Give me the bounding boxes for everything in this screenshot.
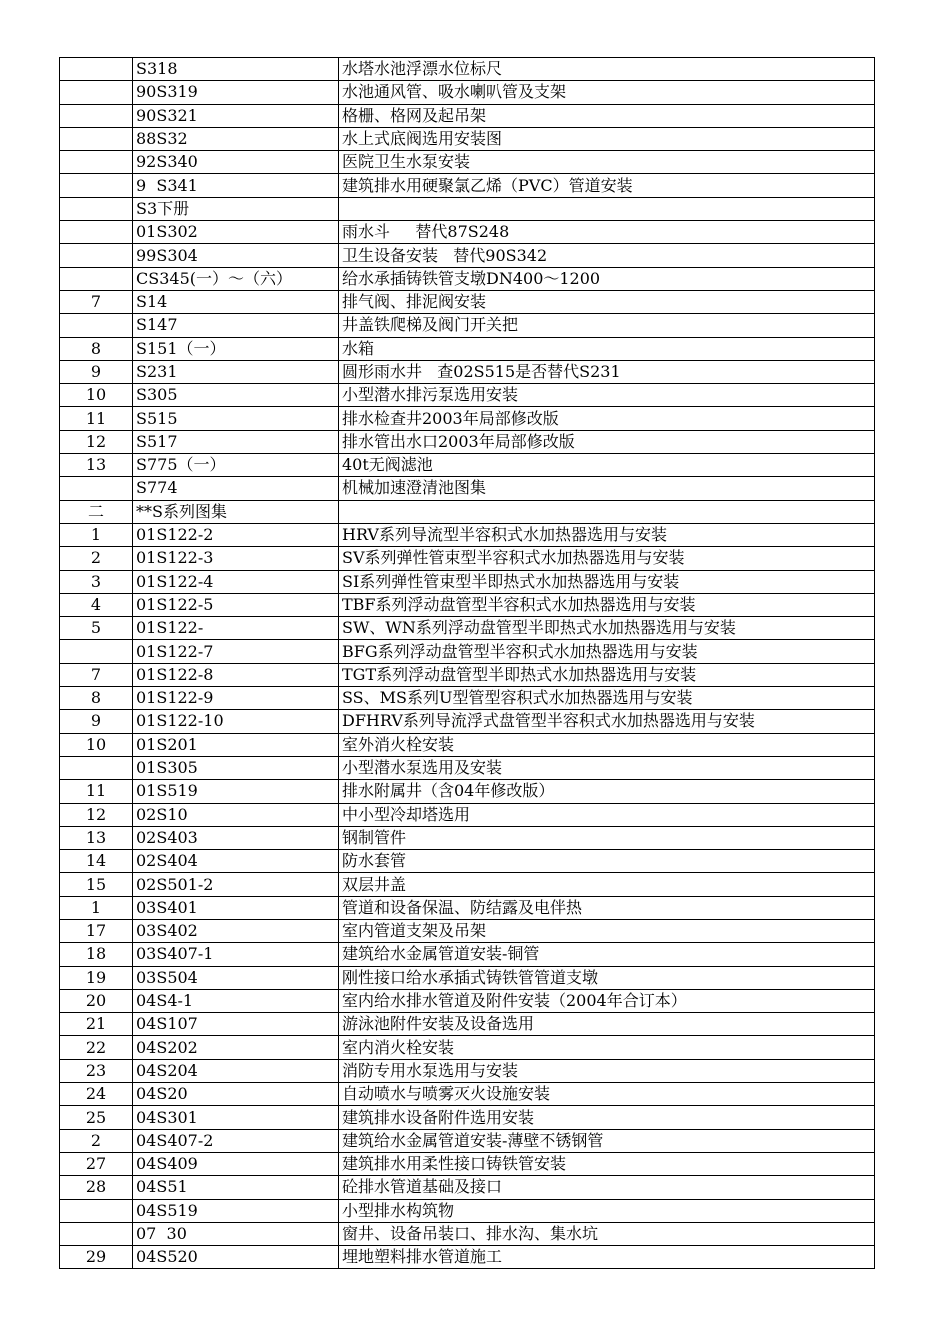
table-row — [60, 454, 875, 477]
table-row — [60, 1176, 875, 1199]
table-row — [60, 593, 875, 616]
atlas-name-cell: 井盖铁爬梯及阀门开关把 — [339, 314, 875, 337]
table-row — [60, 687, 875, 710]
atlas-code-cell: 99S304 — [133, 244, 339, 267]
atlas-name-cell: 室内给水排水管道及附件安装（2004年合订本） — [339, 989, 875, 1012]
atlas-code-cell: 01S122-5 — [133, 593, 339, 616]
atlas-code-cell: 01S122-9 — [133, 687, 339, 710]
atlas-code-cell: S305 — [133, 384, 339, 407]
table-row — [60, 850, 875, 873]
row-number-cell: 17 — [60, 919, 133, 942]
atlas-name-cell: 排水检查井2003年局部修改版 — [339, 407, 875, 430]
atlas-name-cell: 水箱 — [339, 337, 875, 360]
atlas-code-cell: 02S501-2 — [133, 873, 339, 896]
row-number-cell: 15 — [60, 873, 133, 896]
atlas-code-cell: S147 — [133, 314, 339, 337]
row-number-cell — [60, 1222, 133, 1245]
row-number-cell: 3 — [60, 570, 133, 593]
atlas-name-cell: SV系列弹性管束型半容积式水加热器选用与安装 — [339, 547, 875, 570]
atlas-name-cell: 小型潜水排污泵选用安装 — [339, 384, 875, 407]
table-row — [60, 1246, 875, 1269]
atlas-code-cell: 04S301 — [133, 1106, 339, 1129]
table-row — [60, 989, 875, 1012]
row-number-cell: 20 — [60, 989, 133, 1012]
table-row — [60, 104, 875, 127]
row-number-cell — [60, 477, 133, 500]
table-row — [60, 523, 875, 546]
atlas-name-cell: 小型潜水泵选用及安装 — [339, 756, 875, 779]
atlas-name-cell: 游泳池附件安装及设备选用 — [339, 1013, 875, 1036]
table-row — [60, 197, 875, 220]
atlas-code-cell: 04S4-1 — [133, 989, 339, 1012]
row-number-cell — [60, 244, 133, 267]
row-number-cell: 7 — [60, 290, 133, 313]
atlas-name-cell: DFHRV系列导流浮式盘管型半容积式水加热器选用与安装 — [339, 710, 875, 733]
atlas-code-cell: 01S122- — [133, 617, 339, 640]
row-number-cell: 27 — [60, 1152, 133, 1175]
table-row — [60, 803, 875, 826]
atlas-name-cell: 水上式底阀选用安装图 — [339, 127, 875, 150]
row-number-cell: 2 — [60, 547, 133, 570]
table-row — [60, 337, 875, 360]
table-row — [60, 174, 875, 197]
row-number-cell: 11 — [60, 407, 133, 430]
atlas-name-cell: 双层井盖 — [339, 873, 875, 896]
atlas-name-cell: 中小型冷却塔选用 — [339, 803, 875, 826]
atlas-code-cell: 01S302 — [133, 221, 339, 244]
atlas-name-cell: 建筑给水金属管道安装-铜管 — [339, 943, 875, 966]
atlas-name-cell: TBF系列浮动盘管型半容积式水加热器选用与安装 — [339, 593, 875, 616]
row-number-cell: 13 — [60, 826, 133, 849]
atlas-name-cell: 雨水斗 替代87S248 — [339, 221, 875, 244]
atlas-code-cell: 9 S341 — [133, 174, 339, 197]
atlas-name-cell: 自动喷水与喷雾灭火设施安装 — [339, 1083, 875, 1106]
row-number-cell: 14 — [60, 850, 133, 873]
table-row — [60, 896, 875, 919]
table-row — [60, 1129, 875, 1152]
row-number-cell: 23 — [60, 1059, 133, 1082]
table-row — [60, 1152, 875, 1175]
table-row — [60, 710, 875, 733]
row-number-cell — [60, 58, 133, 81]
atlas-name-cell: 卫生设备安装 替代90S342 — [339, 244, 875, 267]
row-number-cell: 24 — [60, 1083, 133, 1106]
table-row — [60, 127, 875, 150]
atlas-code-cell: 02S403 — [133, 826, 339, 849]
atlas-code-cell: 01S122-2 — [133, 523, 339, 546]
atlas-name-cell: 建筑排水用柔性接口铸铁管安装 — [339, 1152, 875, 1175]
row-number-cell — [60, 640, 133, 663]
atlas-code-cell: 04S51 — [133, 1176, 339, 1199]
atlas-name-cell: 水池通风管、吸水喇叭管及支架 — [339, 81, 875, 104]
table-row — [60, 477, 875, 500]
atlas-code-cell: S515 — [133, 407, 339, 430]
atlas-name-cell: 格栅、格网及起吊架 — [339, 104, 875, 127]
atlas-name-cell: 给水承插铸铁管支墩DN400～1200 — [339, 267, 875, 290]
table-row — [60, 1222, 875, 1245]
table-row — [60, 919, 875, 942]
row-number-cell — [60, 174, 133, 197]
table-body — [60, 58, 875, 1269]
row-number-cell: 2 — [60, 1129, 133, 1152]
spreadsheet-page — [59, 57, 874, 1269]
table-row — [60, 733, 875, 756]
row-number-cell: 8 — [60, 337, 133, 360]
atlas-name-cell: 排气阀、排泥阀安装 — [339, 290, 875, 313]
row-number-cell — [60, 81, 133, 104]
atlas-code-cell: CS345(一）～（六） — [133, 267, 339, 290]
atlas-code-cell: 04S202 — [133, 1036, 339, 1059]
atlas-code-cell: S14 — [133, 290, 339, 313]
table-row — [60, 430, 875, 453]
atlas-name-cell: SW、WN系列浮动盘管型半即热式水加热器选用与安装 — [339, 617, 875, 640]
row-number-cell: 12 — [60, 803, 133, 826]
row-number-cell: 5 — [60, 617, 133, 640]
atlas-code-cell: 01S519 — [133, 780, 339, 803]
atlas-name-cell: 刚性接口给水承插式铸铁管管道支墩 — [339, 966, 875, 989]
table-row — [60, 547, 875, 570]
row-number-cell — [60, 1199, 133, 1222]
atlas-name-cell — [339, 500, 875, 523]
row-number-cell — [60, 756, 133, 779]
atlas-name-cell: 建筑给水金属管道安装-薄壁不锈钢管 — [339, 1129, 875, 1152]
table-row — [60, 500, 875, 523]
atlas-name-cell: 圆形雨水井 查02S515是否替代S231 — [339, 360, 875, 383]
atlas-name-cell: 窗井、设备吊装口、排水沟、集水坑 — [339, 1222, 875, 1245]
table-row — [60, 290, 875, 313]
atlas-name-cell: 砼排水管道基础及接口 — [339, 1176, 875, 1199]
atlas-code-cell: 03S402 — [133, 919, 339, 942]
atlas-code-cell: 04S409 — [133, 1152, 339, 1175]
table-row — [60, 780, 875, 803]
atlas-code-cell: 04S107 — [133, 1013, 339, 1036]
row-number-cell: 10 — [60, 384, 133, 407]
row-number-cell: 9 — [60, 360, 133, 383]
table-row — [60, 1106, 875, 1129]
atlas-code-cell: 04S20 — [133, 1083, 339, 1106]
table-row — [60, 640, 875, 663]
atlas-code-cell: 01S122-3 — [133, 547, 339, 570]
atlas-name-cell: 水塔水池浮漂水位标尺 — [339, 58, 875, 81]
row-number-cell: 18 — [60, 943, 133, 966]
table-row — [60, 1036, 875, 1059]
atlas-code-cell: 03S401 — [133, 896, 339, 919]
row-number-cell: 19 — [60, 966, 133, 989]
row-number-cell: 22 — [60, 1036, 133, 1059]
table-row — [60, 151, 875, 174]
atlas-name-cell: 40t无阀滤池 — [339, 454, 875, 477]
atlas-name-cell: SS、MS系列U型管型容积式水加热器选用与安装 — [339, 687, 875, 710]
table-row — [60, 617, 875, 640]
row-number-cell — [60, 221, 133, 244]
table-row — [60, 384, 875, 407]
table-row — [60, 943, 875, 966]
row-number-cell: 21 — [60, 1013, 133, 1036]
atlas-code-cell: 04S407-2 — [133, 1129, 339, 1152]
atlas-code-cell: S318 — [133, 58, 339, 81]
atlas-code-cell: 01S305 — [133, 756, 339, 779]
atlas-name-cell: 室内管道支架及吊架 — [339, 919, 875, 942]
atlas-name-cell: 机械加速澄清池图集 — [339, 477, 875, 500]
atlas-code-cell: 01S201 — [133, 733, 339, 756]
atlas-name-cell: 排水附属井（含04年修改版） — [339, 780, 875, 803]
atlas-code-cell: S151（一） — [133, 337, 339, 360]
row-number-cell: 9 — [60, 710, 133, 733]
atlas-code-cell: 03S504 — [133, 966, 339, 989]
table-row — [60, 221, 875, 244]
atlas-code-cell: 02S10 — [133, 803, 339, 826]
atlas-name-cell: 埋地塑料排水管道施工 — [339, 1246, 875, 1269]
atlas-code-cell: 02S404 — [133, 850, 339, 873]
row-number-cell — [60, 267, 133, 290]
atlas-name-cell: 管道和设备保温、防结露及电伴热 — [339, 896, 875, 919]
atlas-name-cell: 小型排水构筑物 — [339, 1199, 875, 1222]
row-number-cell — [60, 104, 133, 127]
atlas-name-cell: 室外消火栓安装 — [339, 733, 875, 756]
atlas-code-cell: 01S122-8 — [133, 663, 339, 686]
table-row — [60, 873, 875, 896]
row-number-cell — [60, 197, 133, 220]
row-number-cell: 8 — [60, 687, 133, 710]
table-row — [60, 1083, 875, 1106]
table-row — [60, 267, 875, 290]
atlas-code-cell: 07 30 — [133, 1222, 339, 1245]
row-number-cell: 1 — [60, 523, 133, 546]
atlas-code-cell: S3下册 — [133, 197, 339, 220]
row-number-cell — [60, 151, 133, 174]
atlas-code-cell: 01S122-4 — [133, 570, 339, 593]
atlas-name-cell: SI系列弹性管束型半即热式水加热器选用与安装 — [339, 570, 875, 593]
table-row — [60, 81, 875, 104]
table-row — [60, 360, 875, 383]
row-number-cell: 29 — [60, 1246, 133, 1269]
row-number-cell: 11 — [60, 780, 133, 803]
atlas-name-cell: TGT系列浮动盘管型半即热式水加热器选用与安装 — [339, 663, 875, 686]
table-row — [60, 1013, 875, 1036]
row-number-cell: 4 — [60, 593, 133, 616]
table-row — [60, 570, 875, 593]
atlas-name-cell: 排水管出水口2003年局部修改版 — [339, 430, 875, 453]
atlas-name-cell: 室内消火栓安装 — [339, 1036, 875, 1059]
atlas-name-cell — [339, 197, 875, 220]
atlas-code-cell: 04S519 — [133, 1199, 339, 1222]
atlas-code-cell: 92S340 — [133, 151, 339, 174]
atlas-name-cell: 建筑排水设备附件选用安装 — [339, 1106, 875, 1129]
atlas-code-cell: 04S204 — [133, 1059, 339, 1082]
row-number-cell: 13 — [60, 454, 133, 477]
row-number-cell: 25 — [60, 1106, 133, 1129]
row-number-cell: 7 — [60, 663, 133, 686]
atlas-table — [59, 57, 875, 1269]
row-number-cell: 二 — [60, 500, 133, 523]
atlas-name-cell: 建筑排水用硬聚氯乙烯（PVC）管道安装 — [339, 174, 875, 197]
table-row — [60, 663, 875, 686]
row-number-cell: 10 — [60, 733, 133, 756]
atlas-code-cell: S775（一） — [133, 454, 339, 477]
table-row — [60, 1199, 875, 1222]
atlas-name-cell: 医院卫生水泵安装 — [339, 151, 875, 174]
row-number-cell: 12 — [60, 430, 133, 453]
atlas-name-cell: 消防专用水泵选用与安装 — [339, 1059, 875, 1082]
table-row — [60, 826, 875, 849]
table-row — [60, 314, 875, 337]
table-row — [60, 1059, 875, 1082]
atlas-code-cell: 01S122-7 — [133, 640, 339, 663]
atlas-name-cell: 钢制管件 — [339, 826, 875, 849]
atlas-code-cell: 88S32 — [133, 127, 339, 150]
atlas-code-cell: **S系列图集 — [133, 500, 339, 523]
atlas-code-cell: 04S520 — [133, 1246, 339, 1269]
atlas-code-cell: 90S321 — [133, 104, 339, 127]
atlas-code-cell: S774 — [133, 477, 339, 500]
table-row — [60, 244, 875, 267]
atlas-code-cell: 01S122-10 — [133, 710, 339, 733]
atlas-code-cell: 90S319 — [133, 81, 339, 104]
row-number-cell — [60, 127, 133, 150]
atlas-name-cell: BFG系列浮动盘管型半容积式水加热器选用与安装 — [339, 640, 875, 663]
row-number-cell: 28 — [60, 1176, 133, 1199]
row-number-cell — [60, 314, 133, 337]
table-row — [60, 58, 875, 81]
atlas-code-cell: S517 — [133, 430, 339, 453]
atlas-name-cell: 防水套管 — [339, 850, 875, 873]
atlas-name-cell: HRV系列导流型半容积式水加热器选用与安装 — [339, 523, 875, 546]
table-row — [60, 407, 875, 430]
atlas-code-cell: S231 — [133, 360, 339, 383]
atlas-code-cell: 03S407-1 — [133, 943, 339, 966]
table-row — [60, 966, 875, 989]
table-row — [60, 756, 875, 779]
row-number-cell: 1 — [60, 896, 133, 919]
